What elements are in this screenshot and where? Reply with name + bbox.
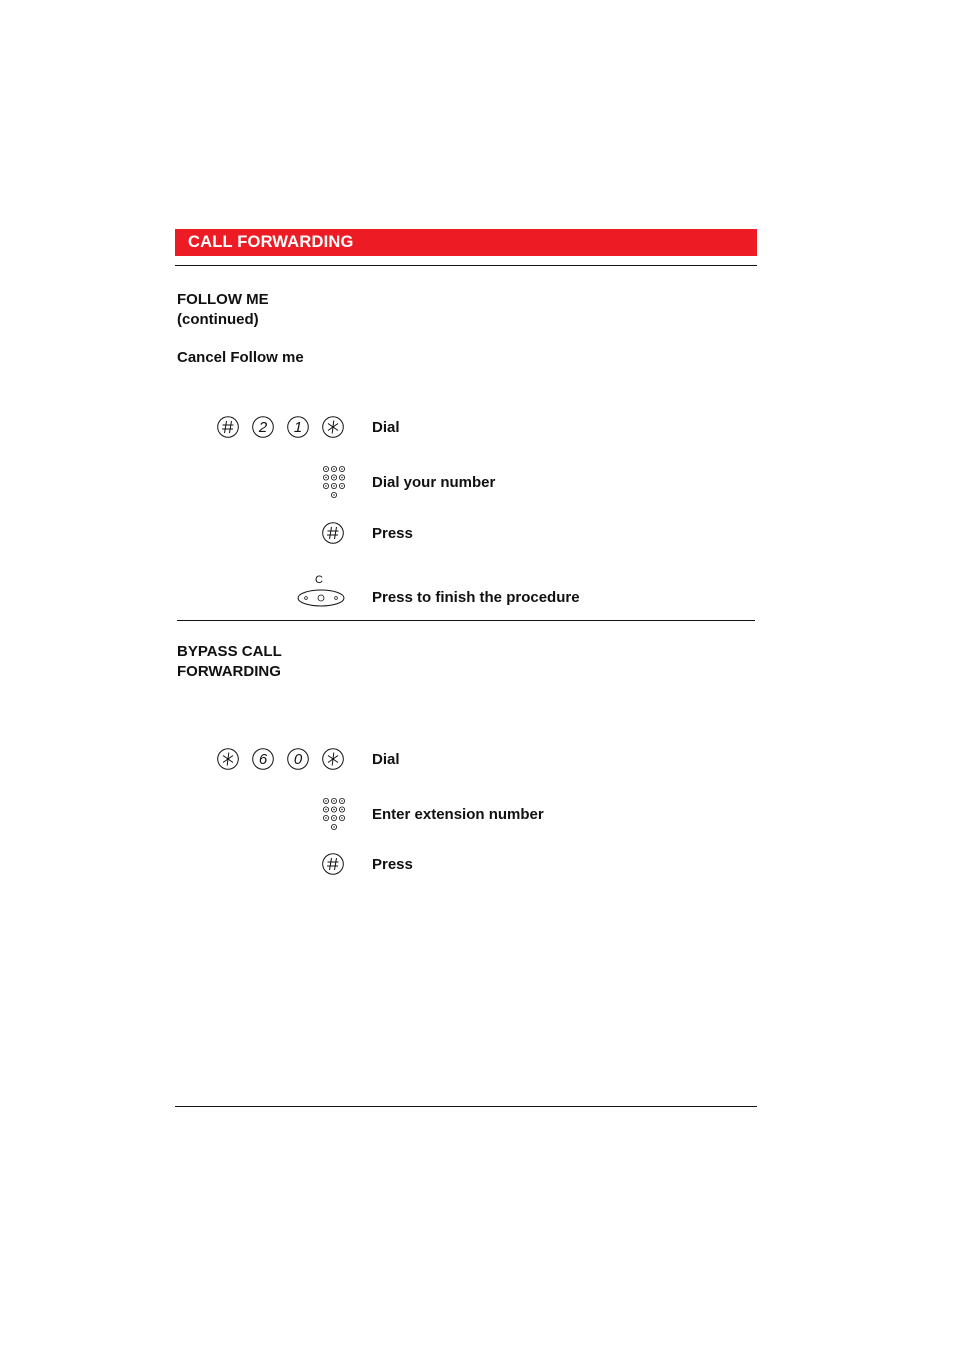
star-key-icon [217, 748, 239, 770]
hash-key-icon [217, 416, 239, 438]
svg-text:0: 0 [293, 751, 303, 768]
step-dial-number-text: Dial your number [372, 474, 496, 491]
follow-me-heading: FOLLOW ME (continued) [177, 291, 269, 328]
footer-divider [175, 1106, 757, 1107]
section-divider [177, 620, 755, 621]
hash-key-icon [322, 853, 344, 875]
svg-text:2: 2 [258, 419, 268, 436]
step-press-text: Press [372, 525, 413, 542]
star-key-icon [322, 416, 344, 438]
clear-key-label: C [315, 574, 323, 586]
digit-2-key-icon [252, 416, 274, 438]
star-key-icon [322, 748, 344, 770]
digit-6-key-icon [252, 748, 274, 770]
svg-text:6: 6 [258, 751, 268, 768]
section-banner [175, 229, 757, 256]
header-divider [175, 265, 757, 266]
cancel-follow-me-subheading: Cancel Follow me [177, 349, 304, 366]
digit-1-key-icon [287, 416, 309, 438]
section-title: CALL FORWARDING [188, 233, 354, 251]
bypass-heading: BYPASS CALL FORWARDING [177, 643, 282, 680]
bypass-step-press-text: Press [372, 856, 413, 873]
hash-key-icon [322, 522, 344, 544]
digit-0-key-icon [287, 748, 309, 770]
bypass-step-extension-text: Enter extension number [372, 806, 544, 823]
clear-key-icon [297, 572, 347, 604]
keypad-icon [321, 796, 347, 828]
step-dial-text: Dial [372, 419, 400, 436]
svg-text:1: 1 [293, 419, 303, 436]
bypass-step-dial-text: Dial [372, 751, 400, 768]
keypad-icon [321, 464, 347, 496]
step-finish-text: Press to finish the procedure [372, 589, 580, 606]
